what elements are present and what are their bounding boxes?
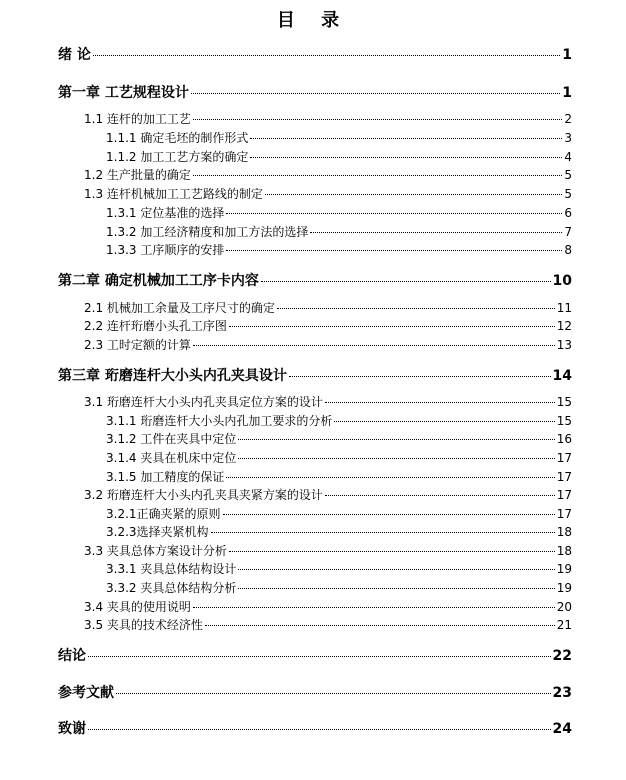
dot-leader [289,376,551,377]
toc-entry[interactable] [0,185,626,205]
toc-entry[interactable] [0,560,626,580]
toc-entry-page: 13 [556,338,572,352]
toc-entry-label: 2.2 连杆珩磨小头孔工序图 [84,319,227,333]
toc-entry-page: 21 [556,618,572,632]
toc-entry[interactable] [0,718,626,738]
dot-leader [88,656,551,657]
toc-entry-label: 第一章 工艺规程设计 [58,85,189,101]
toc-entry[interactable] [0,523,626,543]
dot-leader [191,93,560,94]
toc-entry-label: 3.4 夹具的使用说明 [84,600,191,614]
toc-entry-page: 2 [564,112,572,126]
toc-entry-label: 致谢 [58,721,86,737]
dot-leader [226,477,554,478]
toc-entry[interactable] [0,110,626,130]
toc-entry[interactable] [0,241,626,261]
toc-entry-label: 第二章 确定机械加工工序卡内容 [58,273,259,289]
toc-entry-page: 1 [562,85,572,101]
toc-entry[interactable] [0,299,626,319]
toc-entry[interactable] [0,430,626,450]
toc-entry[interactable] [0,579,626,599]
dot-leader [93,55,560,56]
dot-leader [223,514,555,515]
toc-entry-label: 3.5 夹具的技术经济性 [84,618,203,632]
toc-entry-page: 5 [564,187,572,201]
toc-entry[interactable] [0,468,626,488]
toc-entry-page: 23 [552,685,572,701]
dot-leader [238,458,554,459]
dot-leader [277,308,555,309]
toc-entry-label: 3.3.2 夹具总体结构分析 [106,581,237,595]
toc-entry-label: 3.1.4 夹具在机床中定位 [106,451,237,465]
dot-leader [205,625,555,626]
toc-title: 目 录 [276,10,350,31]
toc-entry-page: 22 [552,648,572,664]
toc-entry-page: 14 [552,368,572,384]
toc-entry[interactable] [0,486,626,506]
toc-entry-label: 1.1.1 确定毛坯的制作形式 [106,131,249,145]
toc-entry-label: 3.1 珩磨连杆大小头内孔夹具定位方案的设计 [84,395,323,409]
toc-entry[interactable] [0,44,626,64]
toc-entry[interactable] [0,449,626,469]
toc-entry[interactable] [0,148,626,168]
toc-entry-page: 20 [556,600,572,614]
dot-leader [238,588,554,589]
toc-entry-label: 3.3 夹具总体方案设计分析 [84,544,227,558]
toc-entry[interactable] [0,412,626,432]
dot-leader [310,232,562,233]
toc-entry-label: 1.1.2 加工工艺方案的确定 [106,150,249,164]
toc-entry[interactable] [0,645,626,665]
toc-entry-page: 17 [556,451,572,465]
toc-entry-label: 2.3 工时定额的计算 [84,338,191,352]
toc-entry[interactable] [0,682,626,702]
toc-entry-page: 8 [564,243,572,257]
toc-entry[interactable] [0,616,626,636]
toc-entry[interactable] [0,365,626,385]
dot-leader [250,138,562,139]
dot-leader [325,402,555,403]
toc-entry[interactable] [0,598,626,618]
toc-entry-label: 3.2.1正确夹紧的原则 [106,507,221,521]
toc-entry[interactable] [0,542,626,562]
dot-leader [193,175,562,176]
dot-leader [211,532,555,533]
toc-entry[interactable] [0,393,626,413]
dot-leader [226,213,562,214]
toc-entry-page: 7 [564,225,572,239]
dot-leader [334,421,554,422]
toc-entry-label: 3.3.1 夹具总体结构设计 [106,562,237,576]
toc-entry-page: 15 [556,395,572,409]
dot-leader [325,495,555,496]
dot-leader [193,119,562,120]
toc-entry-page: 10 [552,273,572,289]
toc-entry-label: 结论 [58,648,86,664]
toc-entry-page: 4 [564,150,572,164]
dot-leader [229,551,555,552]
toc-entry-label: 绪 论 [58,47,91,63]
toc-entry-label: 1.1 连杆的加工工艺 [84,112,191,126]
toc-entry-label: 1.3.3 工序顺序的安排 [106,243,225,257]
toc-entry-label: 1.2 生产批量的确定 [84,168,191,182]
toc-entry-page: 17 [556,488,572,502]
toc-entry-page: 17 [556,507,572,521]
dot-leader [238,569,554,570]
toc-entry-page: 16 [556,432,572,446]
dot-leader [250,157,562,158]
toc-entry[interactable] [0,129,626,149]
toc-entry-label: 参考文献 [58,685,114,701]
toc-entry-label: 3.2.3选择夹紧机构 [106,525,209,539]
dot-leader [226,250,562,251]
toc-entry-page: 1 [562,47,572,63]
toc-entry-label: 第三章 珩磨连杆大小头内孔夹具设计 [58,368,287,384]
toc-entry-page: 5 [564,168,572,182]
toc-entry-label: 1.3.2 加工经济精度和加工方法的选择 [106,225,309,239]
toc-entry[interactable] [0,505,626,525]
toc-entry[interactable] [0,204,626,224]
toc-entry-page: 6 [564,206,572,220]
dot-leader [88,729,551,730]
toc-entry-page: 15 [556,414,572,428]
toc-entry-page: 24 [552,721,572,737]
dot-leader [238,439,554,440]
toc-entry-label: 2.1 机械加工余量及工序尺寸的确定 [84,301,275,315]
toc-entry-label: 3.2 珩磨连杆大小头内孔夹具夹紧方案的设计 [84,488,323,502]
dot-leader [193,607,555,608]
toc-entry[interactable] [0,270,626,290]
toc-entry-label: 1.3 连杆机械加工工艺路线的制定 [84,187,263,201]
dot-leader [229,326,555,327]
toc-entry-label: 3.1.5 加工精度的保证 [106,470,225,484]
toc-entry-page: 17 [556,470,572,484]
toc-entry-label: 3.1.2 工件在夹具中定位 [106,432,237,446]
toc-entry-page: 19 [556,581,572,595]
dot-leader [116,693,551,694]
toc-entry-page: 11 [556,301,572,315]
dot-leader [261,281,551,282]
toc-entry[interactable] [0,317,626,337]
dot-leader [193,345,555,346]
toc-entry[interactable] [0,223,626,243]
toc-entry-page: 18 [556,544,572,558]
toc-entry-page: 18 [556,525,572,539]
toc-entry-page: 3 [564,131,572,145]
toc-entry-label: 1.3.1 定位基准的选择 [106,206,225,220]
toc-entry[interactable] [0,166,626,186]
toc-entry-page: 12 [556,319,572,333]
toc-entry-page: 19 [556,562,572,576]
toc-entry[interactable] [0,336,626,356]
toc-entry[interactable] [0,82,626,102]
dot-leader [265,194,562,195]
toc-entry-label: 3.1.1 珩磨连杆大小头内孔加工要求的分析 [106,414,333,428]
